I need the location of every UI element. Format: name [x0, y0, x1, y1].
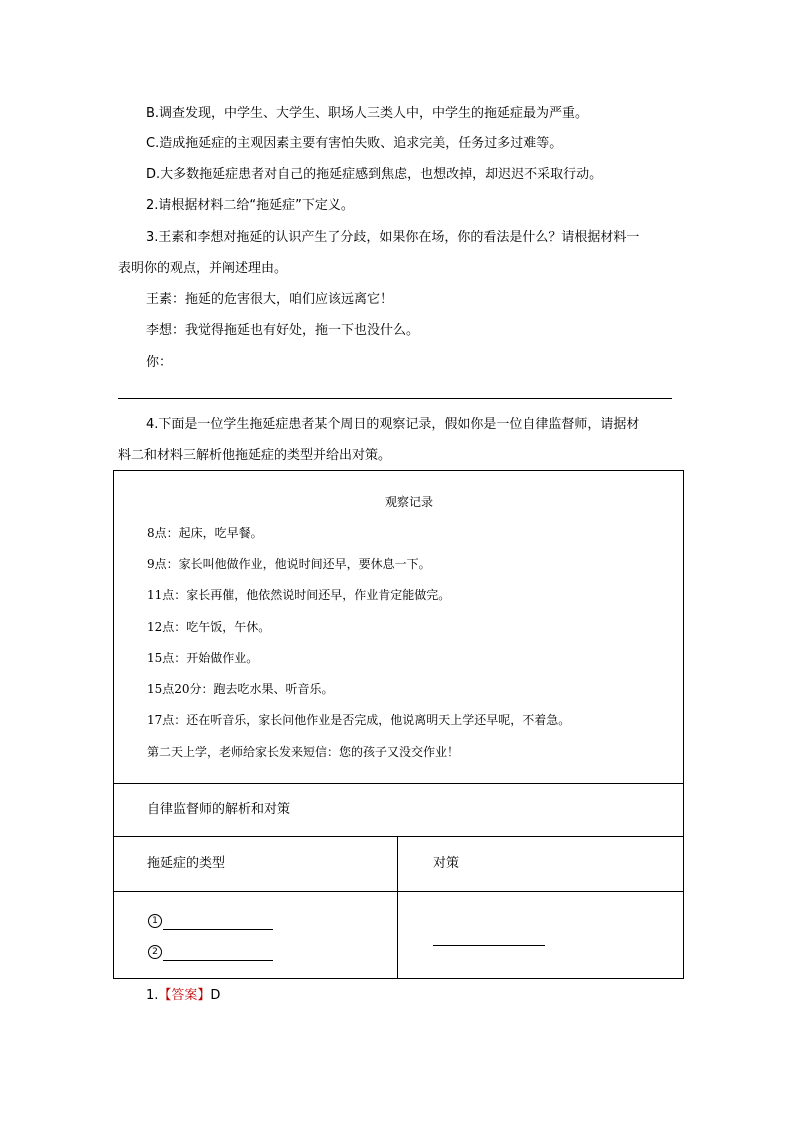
record-entry: 11点：家长再催，他依然说时间还早，作业肯定能做完。 [147, 588, 451, 602]
record-title: 观察记录 [385, 495, 434, 509]
record-entry: 15点：开始做作业。 [147, 651, 259, 665]
record-entry: 9点：家长叫他做作业，他说时间还早，要休息一下。 [147, 557, 431, 571]
analysis-header: 自律监督师的解析和对策 [147, 802, 291, 817]
wangsu-statement: 王素：拖延的危害很大，咱们应该远离它！ [146, 292, 394, 307]
question-4-line1: 4.下面是一位学生拖延症患者某个周日的观察记录，假如你是一位自律监督师，请据材 [146, 417, 640, 432]
type-blank-2[interactable] [148, 943, 273, 961]
type-header-label: 拖延症的类型 [147, 856, 226, 871]
question-2: 2.请根据材料二给“拖延症”下定义。 [146, 198, 354, 213]
question-3-line1: 3.王素和李想对拖延的认识产生了分歧，如果你在场，你的看法是什么？请根据材料一 [146, 230, 640, 245]
you-label: 你： [146, 355, 173, 370]
circled-number-1: 1 [148, 914, 162, 928]
option-d: D.大多数拖延症患者对自己的拖延症感到焦虑，也想改掉，却迟迟不采取行动。 [146, 167, 603, 182]
blank-line [163, 915, 273, 930]
option-c: C.造成拖延症的主观因素主要有害怕失败、追求完美，任务过多过难等。 [146, 136, 563, 151]
question-4-line2: 料二和材料三解析他拖延症的类型并给出对策。 [118, 448, 392, 463]
type-blank-1[interactable] [148, 912, 273, 930]
analysis-header-row [113, 783, 684, 837]
strategy-blank[interactable] [433, 928, 545, 946]
answer-1 [146, 987, 220, 1005]
strategy-header-label: 对策 [433, 856, 460, 871]
record-entry: 第二天上学，老师给家长发来短信：您的孩子又没交作业！ [147, 745, 460, 759]
blank-line [163, 946, 273, 961]
strategy-column-header [397, 836, 684, 892]
strategy-answer-cell [397, 891, 684, 979]
type-answer-cell [113, 891, 398, 979]
answer-line [118, 398, 672, 399]
blank-line [433, 931, 545, 946]
circled-number-2: 2 [148, 945, 162, 959]
record-entry: 15点20分：跑去吃水果、听音乐。 [147, 682, 334, 696]
lixiang-statement: 李想：我觉得拖延也有好处，拖一下也没什么。 [146, 323, 420, 338]
record-entry: 17点：还在听音乐，家长问他作业是否完成，他说离明天上学还早呢，不着急。 [147, 713, 571, 727]
type-column-header [113, 836, 398, 892]
answer-number: 1. [146, 988, 159, 1003]
option-b: B.调查发现，中学生、大学生、职场人三类人中，中学生的拖延症最为严重。 [146, 106, 589, 121]
answer-tag: 【答案】 [158, 988, 211, 1003]
question-3-line2: 表明你的观点，并阐述理由。 [118, 261, 288, 276]
answer-value: D [210, 988, 221, 1003]
record-entry: 8点：起床，吃早餐。 [147, 526, 263, 540]
observation-record-box [113, 470, 684, 784]
record-entry: 12点：吃午饭，午休。 [147, 620, 271, 634]
